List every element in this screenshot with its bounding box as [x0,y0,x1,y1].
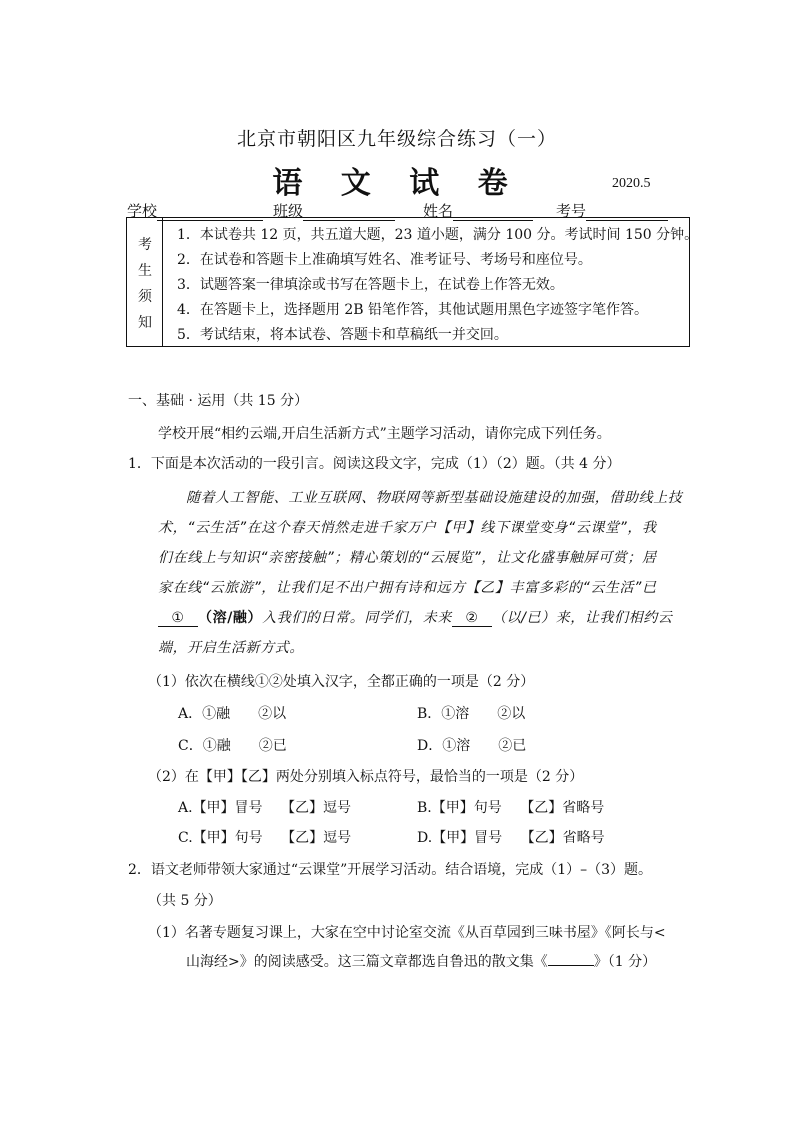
question-1-stem: 1．下面是本次活动的一段引言。阅读这段文字，完成（1）（2）题。（共 4 分） [128,456,621,472]
passage-line: 术，“云生活”在这个春天悄然走进千家万户【甲】线下课堂变身“云课堂”，我 [158,520,657,536]
q2-subquestion-1-line: （1）名著专题复习课上，大家在空中讨论室交流《从百草园到三味书屋》《阿长与< [148,925,666,941]
passage-line [158,607,672,627]
section-intro: 学校开展“相约云端,开启生活新方式”主题学习活动，请你完成下列任务。 [158,426,611,442]
class-label: 班级 [273,202,304,220]
name-label: 姓名 [423,202,454,220]
option-c: C.【甲】句号 【乙】逗号 [178,830,352,846]
answer-blank [548,965,594,966]
option-c: C．①融 ②已 [178,738,287,754]
passage-line: 随着人工智能、工业互联网、物联网等新型基础设施建设的加强，借助线上技 [186,490,683,506]
exam-date: 2020.5 [612,176,651,191]
exam-subtitle: 北京市朝阳区九年级综合练习（一） [236,128,557,150]
section-heading: 一、基础 · 运用（共 15 分） [128,393,309,409]
school-label: 学校 [127,202,158,220]
blank-1-options: （溶/融） [198,610,263,626]
candidate-notice-box [126,217,699,347]
question-2-score: （共 5 分） [148,893,222,909]
notice-char: 生 [138,263,152,279]
passage-line: 端，开启生活新方式。 [158,640,304,656]
notice-rule: 4．在答题卡上，选择题用 2B 铅笔作答，其他试题用黑色字迹签字笔作答。 [177,302,649,318]
subquestion-2-stem: （2）在【甲】【乙】两处分别填入标点符号，最恰当的一项是（2 分） [148,769,584,785]
option-b: B.【甲】句号 【乙】省略号 [417,800,605,816]
notice-char: 知 [138,315,152,331]
exam-no-label: 考号 [556,202,587,220]
notice-rule: 2．在试卷和答题卡上准确填写姓名、准考证号、考场号和座位号。 [177,252,592,268]
blank-1: ① [158,610,198,627]
notice-side-label [127,218,163,346]
question-fragment: 》（1 分） [593,954,657,970]
passage-line: 家在线“云旅游”，让我们足不出户拥有诗和远方【乙】丰富多彩的“云生活”已 [158,580,657,596]
question-fragment: 山海经>》的阅读感受。这三篇文章都选自鲁迅的散文集《 [186,954,548,970]
passage-fragment: 入我们的日常。同学们，未来 [262,610,452,626]
subquestion-1-stem: （1）依次在横线①②处填入汉字，全都正确的一项是（2 分） [148,674,535,690]
notice-char: 考 [138,237,152,253]
option-d: D.【甲】冒号 【乙】省略号 [417,830,605,846]
question-2-stem: 2．语文老师带领大家通过“云课堂”开展学习活动。结合语境，完成（1）–（3）题。 [128,862,653,878]
passage-line: 们在线上与知识“亲密接触”；精心策划的“云展览”，让文化盛事触屏可赏；居 [158,550,657,566]
exam-title: 语 文 试 卷 [272,166,522,201]
blank-2: ② [452,610,492,627]
passage-fragment: （以/已）来，让我们相约云 [491,610,673,626]
notice-char: 须 [138,289,152,305]
notice-rule: 3．试题答案一律填涂或书写在答题卡上，在试卷上作答无效。 [177,277,564,293]
option-d: D．①溶 ②已 [417,738,527,754]
notice-rule: 5．考试结束，将本试卷、答题卡和草稿纸一并交回。 [177,327,508,343]
notice-rule: 1．本试卷共 12 页，共五道大题，23 道小题，满分 100 分。考试时间 150 分钟。 [177,227,699,243]
q2-subquestion-1-line [186,951,656,971]
option-a: A．①融 ②以 [178,706,287,722]
option-b: B．①溶 ②以 [417,706,526,722]
option-a: A.【甲】冒号 【乙】逗号 [178,800,352,816]
